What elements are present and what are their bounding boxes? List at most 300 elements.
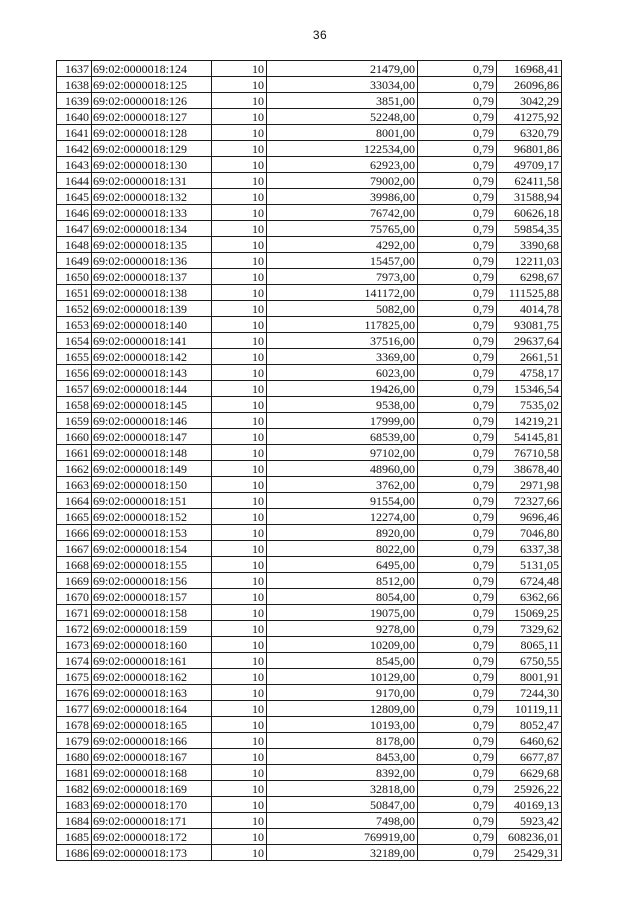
- coefficient-cell: 0,79: [418, 157, 497, 173]
- value-cell: 10193,00: [267, 717, 418, 733]
- coefficient-cell: 0,79: [418, 701, 497, 717]
- quantity-cell: 10: [212, 845, 267, 861]
- quantity-cell: 10: [212, 493, 267, 509]
- quantity-cell: 10: [212, 253, 267, 269]
- row-number-cell: 1661: [57, 445, 92, 461]
- result-cell: 7046,80: [497, 525, 562, 541]
- cadastral-number-cell: 69:02:0000018:136: [92, 253, 212, 269]
- table-row: [57, 157, 562, 173]
- coefficient-cell: 0,79: [418, 669, 497, 685]
- result-cell: 29637,64: [497, 333, 562, 349]
- table-row: [57, 269, 562, 285]
- coefficient-cell: 0,79: [418, 141, 497, 157]
- cadastral-number-cell: 69:02:0000018:156: [92, 573, 212, 589]
- result-cell: 10119,11: [497, 701, 562, 717]
- coefficient-cell: 0,79: [418, 189, 497, 205]
- result-cell: 76710,58: [497, 445, 562, 461]
- cadastral-number-cell: 69:02:0000018:161: [92, 653, 212, 669]
- value-cell: 21479,00: [267, 61, 418, 77]
- coefficient-cell: 0,79: [418, 717, 497, 733]
- cadastral-number-cell: 69:02:0000018:151: [92, 493, 212, 509]
- coefficient-cell: 0,79: [418, 285, 497, 301]
- row-number-cell: 1652: [57, 301, 92, 317]
- quantity-cell: 10: [212, 557, 267, 573]
- coefficient-cell: 0,79: [418, 557, 497, 573]
- table-row: [57, 349, 562, 365]
- result-cell: 5131,05: [497, 557, 562, 573]
- quantity-cell: 10: [212, 317, 267, 333]
- value-cell: 8001,00: [267, 125, 418, 141]
- quantity-cell: 10: [212, 717, 267, 733]
- value-cell: 141172,00: [267, 285, 418, 301]
- quantity-cell: 10: [212, 781, 267, 797]
- table-row: [57, 637, 562, 653]
- value-cell: 5082,00: [267, 301, 418, 317]
- quantity-cell: 10: [212, 93, 267, 109]
- value-cell: 8022,00: [267, 541, 418, 557]
- cadastral-number-cell: 69:02:0000018:167: [92, 749, 212, 765]
- quantity-cell: 10: [212, 461, 267, 477]
- table-row: [57, 589, 562, 605]
- row-number-cell: 1671: [57, 605, 92, 621]
- quantity-cell: 10: [212, 125, 267, 141]
- coefficient-cell: 0,79: [418, 349, 497, 365]
- value-cell: 10129,00: [267, 669, 418, 685]
- coefficient-cell: 0,79: [418, 461, 497, 477]
- cadastral-number-cell: 69:02:0000018:139: [92, 301, 212, 317]
- quantity-cell: 10: [212, 445, 267, 461]
- cadastral-number-cell: 69:02:0000018:140: [92, 317, 212, 333]
- value-cell: 6023,00: [267, 365, 418, 381]
- value-cell: 68539,00: [267, 429, 418, 445]
- table-row: [57, 765, 562, 781]
- table-row: [57, 781, 562, 797]
- table-row: [57, 285, 562, 301]
- cadastral-number-cell: 69:02:0000018:125: [92, 77, 212, 93]
- result-cell: 8065,11: [497, 637, 562, 653]
- table-row: [57, 365, 562, 381]
- table-row: [57, 605, 562, 621]
- result-cell: 6750,55: [497, 653, 562, 669]
- coefficient-cell: 0,79: [418, 381, 497, 397]
- result-cell: 40169,13: [497, 797, 562, 813]
- result-cell: 72327,66: [497, 493, 562, 509]
- quantity-cell: 10: [212, 269, 267, 285]
- table-row: [57, 141, 562, 157]
- cadastral-number-cell: 69:02:0000018:173: [92, 845, 212, 861]
- result-cell: 6460,62: [497, 733, 562, 749]
- value-cell: 76742,00: [267, 205, 418, 221]
- cadastral-number-cell: 69:02:0000018:155: [92, 557, 212, 573]
- result-cell: 14219,21: [497, 413, 562, 429]
- value-cell: 7973,00: [267, 269, 418, 285]
- coefficient-cell: 0,79: [418, 109, 497, 125]
- result-cell: 12211,03: [497, 253, 562, 269]
- cadastral-number-cell: 69:02:0000018:150: [92, 477, 212, 493]
- table-row: [57, 413, 562, 429]
- row-number-cell: 1643: [57, 157, 92, 173]
- quantity-cell: 10: [212, 669, 267, 685]
- result-cell: 8001,91: [497, 669, 562, 685]
- coefficient-cell: 0,79: [418, 509, 497, 525]
- table-row: [57, 205, 562, 221]
- table-row: [57, 845, 562, 861]
- row-number-cell: 1668: [57, 557, 92, 573]
- cadastral-number-cell: 69:02:0000018:147: [92, 429, 212, 445]
- table-row: [57, 317, 562, 333]
- row-number-cell: 1673: [57, 637, 92, 653]
- cadastral-number-cell: 69:02:0000018:168: [92, 765, 212, 781]
- quantity-cell: 10: [212, 301, 267, 317]
- quantity-cell: 10: [212, 525, 267, 541]
- coefficient-cell: 0,79: [418, 301, 497, 317]
- table-row: [57, 829, 562, 845]
- quantity-cell: 10: [212, 285, 267, 301]
- result-cell: 3042,29: [497, 93, 562, 109]
- cadastral-number-cell: 69:02:0000018:133: [92, 205, 212, 221]
- result-cell: 7535,02: [497, 397, 562, 413]
- row-number-cell: 1684: [57, 813, 92, 829]
- coefficient-cell: 0,79: [418, 573, 497, 589]
- cadastral-number-cell: 69:02:0000018:153: [92, 525, 212, 541]
- value-cell: 8512,00: [267, 573, 418, 589]
- table-row: [57, 189, 562, 205]
- result-cell: 93081,75: [497, 317, 562, 333]
- value-cell: 15457,00: [267, 253, 418, 269]
- value-cell: 8054,00: [267, 589, 418, 605]
- value-cell: 8545,00: [267, 653, 418, 669]
- result-cell: 38678,40: [497, 461, 562, 477]
- row-number-cell: 1640: [57, 109, 92, 125]
- value-cell: 75765,00: [267, 221, 418, 237]
- row-number-cell: 1663: [57, 477, 92, 493]
- table-row: [57, 301, 562, 317]
- row-number-cell: 1638: [57, 77, 92, 93]
- cadastral-number-cell: 69:02:0000018:141: [92, 333, 212, 349]
- cadastral-number-cell: 69:02:0000018:146: [92, 413, 212, 429]
- value-cell: 17999,00: [267, 413, 418, 429]
- coefficient-cell: 0,79: [418, 61, 497, 77]
- quantity-cell: 10: [212, 237, 267, 253]
- value-cell: 4292,00: [267, 237, 418, 253]
- quantity-cell: 10: [212, 797, 267, 813]
- row-number-cell: 1662: [57, 461, 92, 477]
- coefficient-cell: 0,79: [418, 621, 497, 637]
- table-row: [57, 573, 562, 589]
- value-cell: 3762,00: [267, 477, 418, 493]
- table-row: [57, 333, 562, 349]
- value-cell: 769919,00: [267, 829, 418, 845]
- result-cell: 15346,54: [497, 381, 562, 397]
- value-cell: 7498,00: [267, 813, 418, 829]
- value-cell: 9170,00: [267, 685, 418, 701]
- row-number-cell: 1680: [57, 749, 92, 765]
- cadastral-number-cell: 69:02:0000018:152: [92, 509, 212, 525]
- cadastral-number-cell: 69:02:0000018:170: [92, 797, 212, 813]
- quantity-cell: 10: [212, 573, 267, 589]
- coefficient-cell: 0,79: [418, 637, 497, 653]
- row-number-cell: 1655: [57, 349, 92, 365]
- value-cell: 10209,00: [267, 637, 418, 653]
- table-row: [57, 221, 562, 237]
- row-number-cell: 1656: [57, 365, 92, 381]
- result-cell: 7244,30: [497, 685, 562, 701]
- table-row: [57, 397, 562, 413]
- value-cell: 3851,00: [267, 93, 418, 109]
- table-row: [57, 621, 562, 637]
- quantity-cell: 10: [212, 205, 267, 221]
- coefficient-cell: 0,79: [418, 813, 497, 829]
- value-cell: 3369,00: [267, 349, 418, 365]
- table-row: [57, 173, 562, 189]
- row-number-cell: 1647: [57, 221, 92, 237]
- value-cell: 39986,00: [267, 189, 418, 205]
- row-number-cell: 1677: [57, 701, 92, 717]
- table-row: [57, 733, 562, 749]
- coefficient-cell: 0,79: [418, 829, 497, 845]
- result-cell: 41275,92: [497, 109, 562, 125]
- cadastral-number-cell: 69:02:0000018:172: [92, 829, 212, 845]
- cadastral-number-cell: 69:02:0000018:143: [92, 365, 212, 381]
- quantity-cell: 10: [212, 109, 267, 125]
- coefficient-cell: 0,79: [418, 205, 497, 221]
- coefficient-cell: 0,79: [418, 429, 497, 445]
- quantity-cell: 10: [212, 605, 267, 621]
- cadastral-number-cell: 69:02:0000018:158: [92, 605, 212, 621]
- row-number-cell: 1649: [57, 253, 92, 269]
- row-number-cell: 1665: [57, 509, 92, 525]
- cadastral-number-cell: 69:02:0000018:157: [92, 589, 212, 605]
- row-number-cell: 1676: [57, 685, 92, 701]
- cadastral-number-cell: 69:02:0000018:159: [92, 621, 212, 637]
- cadastral-number-cell: 69:02:0000018:149: [92, 461, 212, 477]
- cadastral-table-body: [57, 61, 562, 861]
- value-cell: 19075,00: [267, 605, 418, 621]
- cadastral-number-cell: 69:02:0000018:165: [92, 717, 212, 733]
- table-row: [57, 477, 562, 493]
- result-cell: 4014,78: [497, 301, 562, 317]
- cadastral-number-cell: 69:02:0000018:130: [92, 157, 212, 173]
- row-number-cell: 1678: [57, 717, 92, 733]
- table-row: [57, 61, 562, 77]
- table-row: [57, 701, 562, 717]
- cadastral-number-cell: 69:02:0000018:160: [92, 637, 212, 653]
- coefficient-cell: 0,79: [418, 365, 497, 381]
- result-cell: 2661,51: [497, 349, 562, 365]
- row-number-cell: 1637: [57, 61, 92, 77]
- quantity-cell: 10: [212, 429, 267, 445]
- table-row: [57, 381, 562, 397]
- quantity-cell: 10: [212, 685, 267, 701]
- cadastral-number-cell: 69:02:0000018:154: [92, 541, 212, 557]
- cadastral-number-cell: 69:02:0000018:129: [92, 141, 212, 157]
- coefficient-cell: 0,79: [418, 685, 497, 701]
- table-row: [57, 109, 562, 125]
- row-number-cell: 1675: [57, 669, 92, 685]
- row-number-cell: 1660: [57, 429, 92, 445]
- result-cell: 7329,62: [497, 621, 562, 637]
- table-row: [57, 525, 562, 541]
- result-cell: 9696,46: [497, 509, 562, 525]
- table-row: [57, 797, 562, 813]
- row-number-cell: 1657: [57, 381, 92, 397]
- result-cell: 6362,66: [497, 589, 562, 605]
- row-number-cell: 1682: [57, 781, 92, 797]
- result-cell: 6677,87: [497, 749, 562, 765]
- coefficient-cell: 0,79: [418, 653, 497, 669]
- value-cell: 8920,00: [267, 525, 418, 541]
- coefficient-cell: 0,79: [418, 589, 497, 605]
- value-cell: 9278,00: [267, 621, 418, 637]
- cadastral-number-cell: 69:02:0000018:132: [92, 189, 212, 205]
- row-number-cell: 1674: [57, 653, 92, 669]
- result-cell: 25429,31: [497, 845, 562, 861]
- coefficient-cell: 0,79: [418, 477, 497, 493]
- cadastral-number-cell: 69:02:0000018:148: [92, 445, 212, 461]
- quantity-cell: 10: [212, 77, 267, 93]
- coefficient-cell: 0,79: [418, 749, 497, 765]
- result-cell: 54145,81: [497, 429, 562, 445]
- quantity-cell: 10: [212, 509, 267, 525]
- quantity-cell: 10: [212, 765, 267, 781]
- quantity-cell: 10: [212, 221, 267, 237]
- value-cell: 9538,00: [267, 397, 418, 413]
- result-cell: 25926,22: [497, 781, 562, 797]
- table-row: [57, 685, 562, 701]
- value-cell: 62923,00: [267, 157, 418, 173]
- value-cell: 8453,00: [267, 749, 418, 765]
- coefficient-cell: 0,79: [418, 413, 497, 429]
- coefficient-cell: 0,79: [418, 733, 497, 749]
- row-number-cell: 1686: [57, 845, 92, 861]
- result-cell: 16968,41: [497, 61, 562, 77]
- value-cell: 12274,00: [267, 509, 418, 525]
- row-number-cell: 1650: [57, 269, 92, 285]
- value-cell: 50847,00: [267, 797, 418, 813]
- coefficient-cell: 0,79: [418, 445, 497, 461]
- value-cell: 52248,00: [267, 109, 418, 125]
- cadastral-number-cell: 69:02:0000018:137: [92, 269, 212, 285]
- row-number-cell: 1648: [57, 237, 92, 253]
- row-number-cell: 1670: [57, 589, 92, 605]
- table-row: [57, 429, 562, 445]
- value-cell: 122534,00: [267, 141, 418, 157]
- quantity-cell: 10: [212, 829, 267, 845]
- result-cell: 2971,98: [497, 477, 562, 493]
- table-row: [57, 93, 562, 109]
- quantity-cell: 10: [212, 653, 267, 669]
- cadastral-table: [56, 60, 562, 861]
- quantity-cell: 10: [212, 141, 267, 157]
- coefficient-cell: 0,79: [418, 797, 497, 813]
- coefficient-cell: 0,79: [418, 525, 497, 541]
- cadastral-number-cell: 69:02:0000018:128: [92, 125, 212, 141]
- quantity-cell: 10: [212, 189, 267, 205]
- value-cell: 91554,00: [267, 493, 418, 509]
- row-number-cell: 1685: [57, 829, 92, 845]
- cadastral-number-cell: 69:02:0000018:142: [92, 349, 212, 365]
- value-cell: 32189,00: [267, 845, 418, 861]
- value-cell: 32818,00: [267, 781, 418, 797]
- quantity-cell: 10: [212, 637, 267, 653]
- row-number-cell: 1667: [57, 541, 92, 557]
- row-number-cell: 1664: [57, 493, 92, 509]
- result-cell: 31588,94: [497, 189, 562, 205]
- table-row: [57, 253, 562, 269]
- result-cell: 26096,86: [497, 77, 562, 93]
- result-cell: 96801,86: [497, 141, 562, 157]
- quantity-cell: 10: [212, 333, 267, 349]
- cadastral-number-cell: 69:02:0000018:164: [92, 701, 212, 717]
- value-cell: 8178,00: [267, 733, 418, 749]
- row-number-cell: 1683: [57, 797, 92, 813]
- quantity-cell: 10: [212, 477, 267, 493]
- row-number-cell: 1646: [57, 205, 92, 221]
- result-cell: 6320,79: [497, 125, 562, 141]
- cadastral-number-cell: 69:02:0000018:162: [92, 669, 212, 685]
- quantity-cell: 10: [212, 381, 267, 397]
- coefficient-cell: 0,79: [418, 77, 497, 93]
- table-row: [57, 461, 562, 477]
- table-row: [57, 237, 562, 253]
- result-cell: 111525,88: [497, 285, 562, 301]
- row-number-cell: 1659: [57, 413, 92, 429]
- table-row: [57, 445, 562, 461]
- row-number-cell: 1644: [57, 173, 92, 189]
- cadastral-number-cell: 69:02:0000018:134: [92, 221, 212, 237]
- row-number-cell: 1666: [57, 525, 92, 541]
- table-row: [57, 813, 562, 829]
- row-number-cell: 1651: [57, 285, 92, 301]
- coefficient-cell: 0,79: [418, 541, 497, 557]
- cadastral-number-cell: 69:02:0000018:169: [92, 781, 212, 797]
- coefficient-cell: 0,79: [418, 493, 497, 509]
- value-cell: 79002,00: [267, 173, 418, 189]
- row-number-cell: 1645: [57, 189, 92, 205]
- cadastral-number-cell: 69:02:0000018:166: [92, 733, 212, 749]
- coefficient-cell: 0,79: [418, 253, 497, 269]
- table-row: [57, 557, 562, 573]
- row-number-cell: 1672: [57, 621, 92, 637]
- quantity-cell: 10: [212, 813, 267, 829]
- value-cell: 33034,00: [267, 77, 418, 93]
- quantity-cell: 10: [212, 541, 267, 557]
- result-cell: 8052,47: [497, 717, 562, 733]
- coefficient-cell: 0,79: [418, 765, 497, 781]
- cadastral-number-cell: 69:02:0000018:144: [92, 381, 212, 397]
- table-row: [57, 717, 562, 733]
- row-number-cell: 1679: [57, 733, 92, 749]
- coefficient-cell: 0,79: [418, 237, 497, 253]
- quantity-cell: 10: [212, 733, 267, 749]
- coefficient-cell: 0,79: [418, 269, 497, 285]
- table-row: [57, 653, 562, 669]
- quantity-cell: 10: [212, 173, 267, 189]
- row-number-cell: 1681: [57, 765, 92, 781]
- quantity-cell: 10: [212, 413, 267, 429]
- cadastral-number-cell: 69:02:0000018:127: [92, 109, 212, 125]
- result-cell: 3390,68: [497, 237, 562, 253]
- coefficient-cell: 0,79: [418, 397, 497, 413]
- table-row: [57, 125, 562, 141]
- value-cell: 97102,00: [267, 445, 418, 461]
- row-number-cell: 1654: [57, 333, 92, 349]
- row-number-cell: 1641: [57, 125, 92, 141]
- cadastral-number-cell: 69:02:0000018:131: [92, 173, 212, 189]
- coefficient-cell: 0,79: [418, 317, 497, 333]
- quantity-cell: 10: [212, 349, 267, 365]
- value-cell: 6495,00: [267, 557, 418, 573]
